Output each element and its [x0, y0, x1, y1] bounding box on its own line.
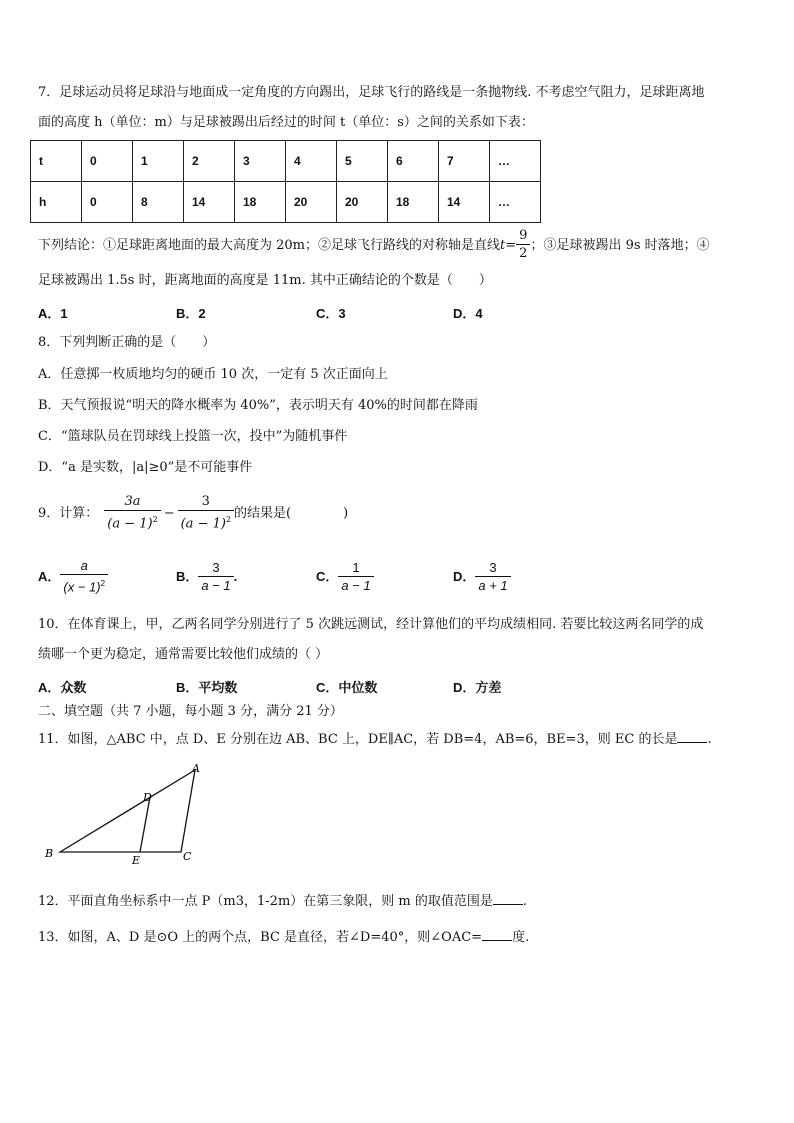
q7-line3-var: t: [500, 238, 506, 253]
table-cell: 1: [133, 141, 184, 182]
table-cell: 8: [133, 182, 184, 223]
table-cell: 6: [388, 141, 439, 182]
q9-option-a[interactable]: A． $\frac{a}{(x - 1)^2}$: [38, 555, 108, 599]
q8-option-c[interactable]: C．“篮球队员在罚球线上投篮一次，投中”为随机事件: [38, 429, 348, 444]
fraction-3a: [104, 494, 160, 533]
fraction-3: [178, 494, 234, 533]
segment-de: [140, 797, 150, 852]
table-cell: h: [31, 182, 82, 223]
q7-option-c[interactable]: C．3: [316, 306, 346, 321]
table-cell: 20: [337, 182, 388, 223]
q7-line3-eq: =: [505, 238, 517, 253]
q7-line3-suffix: ；③足球被踢出 9s 时落地；④: [530, 238, 710, 253]
q7-option-d[interactable]: D．4: [453, 306, 483, 321]
label-a: A: [192, 762, 200, 775]
minus-sign: −: [163, 506, 175, 521]
q8-option-a[interactable]: A．任意掷一枚质地均匀的硬币 10 次，一定有 5 次正面向上: [38, 367, 388, 382]
q10-line1: 10．在体育课上，甲，乙两名同学分别进行了 5 次跳远测试，经计算他们的平均成绩相同. 若要比较这两名同学的成: [38, 617, 704, 632]
q9-suffix: 的结果是( ): [234, 506, 349, 521]
q10-option-a[interactable]: A．众数: [38, 680, 87, 695]
answer-blank[interactable]: [493, 892, 523, 905]
q12-stem: 12．平面直角坐标系中一点 P（m3，1-2m）在第三象限，则 m 的取值范围是 .: [38, 894, 528, 909]
q7-line2: 面的高度 h（单位：m）与足球被踢出后经过的时间 t（单位：s）之间的关系如下表：: [38, 115, 534, 130]
fraction-denominator: $(a - 1)^2$: [107, 514, 158, 532]
q9-prefix: 9．计算：: [38, 506, 99, 521]
triangle-abc: [60, 770, 195, 852]
q7-line3: [38, 228, 710, 264]
label-e: E: [132, 854, 141, 867]
fraction-nine-halves: [516, 228, 530, 263]
table-cell: …: [490, 182, 541, 223]
answer-blank[interactable]: [482, 928, 512, 941]
fraction-numerator: 3a: [104, 494, 160, 511]
q8-option-d[interactable]: D．“a 是实数，|a|≥0”是不可能事件: [38, 460, 253, 475]
fraction-denominator: 2: [519, 246, 528, 261]
label-c: C: [183, 850, 192, 863]
q7-line4: 足球被踢出 1.5s 时，距离地面的高度是 11m. 其中正确结论的个数是（ ）: [38, 273, 492, 288]
q7-table: [30, 140, 541, 223]
table-cell: 4: [286, 141, 337, 182]
label-d: D: [143, 791, 152, 804]
fraction-numerator: 9: [516, 228, 530, 245]
section-heading: 二、填空题（共 7 小题，每小题 3 分，满分 21 分）: [38, 704, 343, 719]
table-cell: 0: [82, 182, 133, 223]
table-cell: 5: [337, 141, 388, 182]
q10-line2: 绩哪一个更为稳定，通常需要比较他们成绩的（ ）: [38, 647, 329, 662]
label-b: B: [45, 847, 54, 860]
table-cell: 18: [388, 182, 439, 223]
q8-stem: 8．下列判断正确的是（ ）: [38, 335, 216, 350]
q7-option-b[interactable]: B．2: [176, 306, 206, 321]
q9-option-b[interactable]: B． $\frac{3}{a - 1}$ .: [176, 560, 238, 594]
table-cell: t: [31, 141, 82, 182]
table-cell: 14: [184, 182, 235, 223]
q10-option-b[interactable]: B．平均数: [176, 680, 238, 695]
table-cell: 7: [439, 141, 490, 182]
table-cell: 20: [286, 182, 337, 223]
q7-line1: 7．足球运动员将足球沿与地面成一定角度的方向踢出，足球飞行的路线是一条抛物线. 不考虑空气阻力，足球距离地: [38, 85, 705, 100]
table-cell: 14: [439, 182, 490, 223]
triangle-figure: [40, 762, 210, 868]
fraction-denominator: $(a - 1)^2$: [180, 514, 232, 532]
table-cell: 18: [235, 182, 286, 223]
answer-blank[interactable]: [677, 730, 707, 743]
q11-stem: 11．如图，△ABC 中，点 D、E 分别在边 AB、BC 上，DE∥AC，若 DB=4，AB=6，BE=3，则 EC 的长是 .: [38, 732, 712, 747]
q9-option-c[interactable]: C． $\frac{1}{a - 1}$: [316, 555, 374, 599]
q9-option-d[interactable]: D． $\frac{3}{a + 1}$: [453, 555, 511, 599]
q7-line3-prefix: 下列结论：①足球距离地面的最大高度为 20m；②足球飞行路线的对称轴是直线: [38, 238, 501, 253]
q8-option-b[interactable]: B．天气预报说“明天的降水概率为 40%”，表示明天有 40%的时间都在降雨: [38, 398, 478, 413]
table-cell: 3: [235, 141, 286, 182]
q10-option-d[interactable]: D．方差: [453, 680, 502, 695]
q13-stem: 13．如图，A、D 是⊙O 上的两个点，BC 是直径，若∠D=40°，则∠OAC= 度.: [38, 930, 530, 945]
table-row: [31, 141, 541, 182]
table-row: [31, 182, 541, 223]
fraction-numerator: 3: [178, 494, 234, 511]
table-cell: 2: [184, 141, 235, 182]
q7-option-a[interactable]: A．1: [38, 306, 68, 321]
q10-option-c[interactable]: C．中位数: [316, 680, 378, 695]
table-cell: …: [490, 141, 541, 182]
table-cell: 0: [82, 141, 133, 182]
q9-stem: [38, 492, 348, 536]
